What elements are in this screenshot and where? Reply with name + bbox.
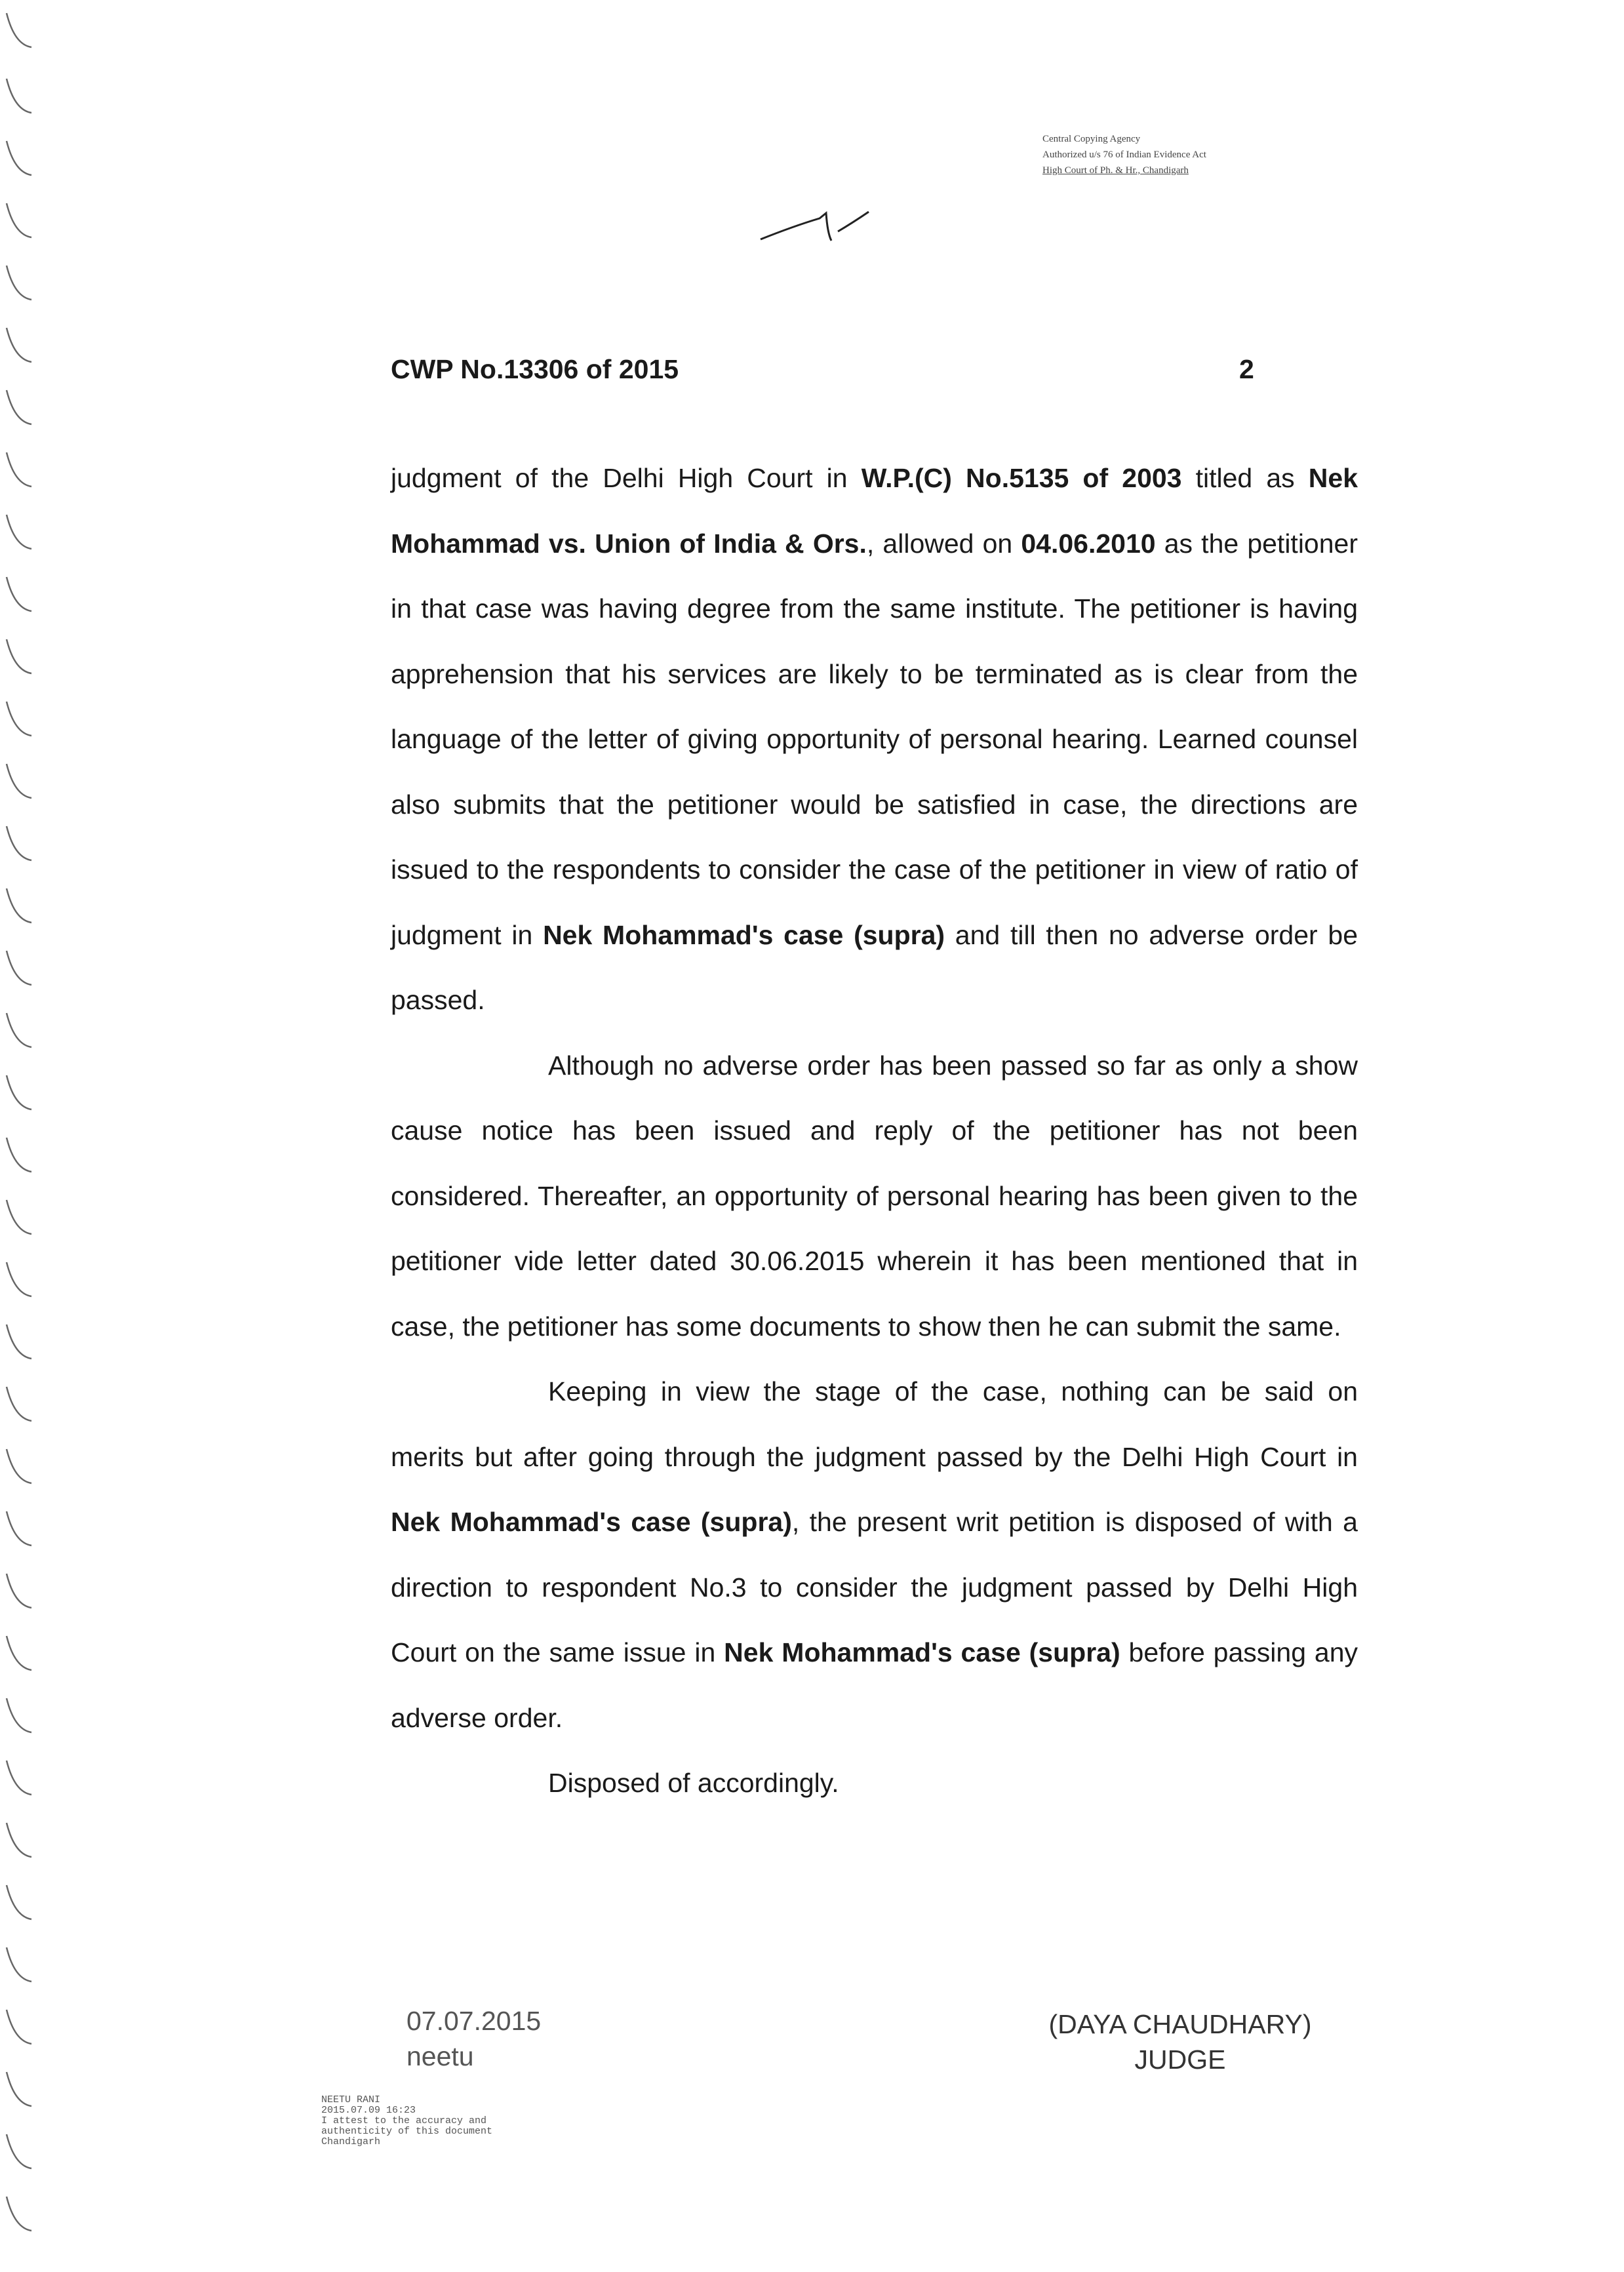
paragraph-3: Keeping in view the stage of the case, nothing can be said on merits but after going through the judgment passed by the Delhi High Court in Nek Mohammad's case (supra), the present writ petition is disposed of with a direction to respondent No.3 to consider the judgment passed by Delhi High Court on the same issue in Nek Mohammad's case (supra) before passing any adverse order. [391, 1376, 1358, 1733]
author-initials: neetu [406, 2041, 474, 2071]
binding-holes [0, 0, 59, 2272]
paragraph-4: Disposed of accordingly. [548, 1768, 839, 1798]
stamp-line-3: High Court of Ph. & Hr., Chandigarh [1042, 165, 1189, 176]
order-date: 07.07.2015 [406, 2006, 542, 2036]
page-number: 2 [1239, 354, 1254, 384]
stamp-line-2: Authorized u/s 76 of Indian Evidence Act [1042, 149, 1206, 160]
signature-attestation-2: authenticity of this document [321, 2126, 493, 2137]
paragraph-1: judgment of the Delhi High Court in W.P.(C) No.5135 of 2003 titled as Nek Mohammad vs. Union of India & Ors., allowed on 04.06.2010 as the petitioner in that case was having degree from the same institute. The petitioner is having apprehension that his services are likely to be terminated as is clear from the language of the letter of giving opportunity of personal hearing. Learned counsel also submits that the petitioner would be satisfied in case, the directions are issued to the respondents to consider the case of the petitioner in view of ratio of judgment in Nek Mohammad's case (supra) and till then no adverse order be passed. [391, 463, 1358, 1015]
judge-name: (DAYA CHAUDHARY) [1048, 2009, 1312, 2039]
order-body [391, 446, 1358, 1816]
signature-timestamp: 2015.07.09 16:23 [321, 2105, 416, 2116]
stamp-line-1: Central Copying Agency [1042, 134, 1141, 144]
copying-agency-stamp [1042, 131, 1410, 178]
case-number: CWP No.13306 of 2015 [391, 354, 679, 384]
digital-signature [321, 2095, 531, 2147]
handwritten-initials [754, 200, 924, 259]
order-date-block [406, 2003, 541, 2074]
signer-name: NEETU RANI [321, 2094, 381, 2105]
paragraph-2: Although no adverse order has been passed so far as only a show cause notice has been issued and reply of the petitioner has not been considered. Thereafter, an opportunity of personal hearing has been given to the petitioner vide letter dated 30.06.2015 wherein it has been mentioned that in case, the petitioner has some documents to show then he can submit the same. [391, 1050, 1358, 1342]
signature-location: Chandigarh [321, 2136, 381, 2147]
judge-title: JUDGE [1134, 2044, 1226, 2075]
signature-attestation: I attest to the accuracy and [321, 2115, 487, 2126]
judge-block [1016, 2006, 1344, 2077]
